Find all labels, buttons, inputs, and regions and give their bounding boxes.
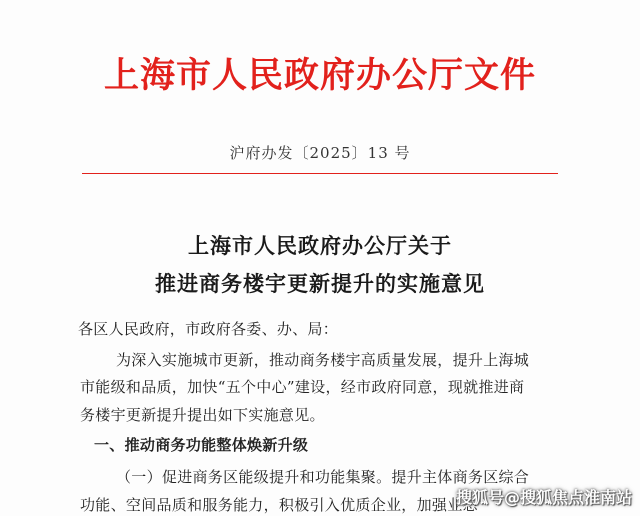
document-number: 沪府办发〔2025〕13 号	[229, 144, 411, 162]
red-separator-line	[82, 173, 558, 174]
source-watermark: 搜狐号@搜狐焦点淮南站	[455, 488, 632, 507]
document-title-line-2: 推进商务楼宇更新提升的实施意见	[155, 271, 485, 296]
salutation: 各区人民政府，市政府各委、办、局：	[78, 320, 339, 338]
masthead-title: 上海市人民政府办公厅文件	[103, 55, 536, 96]
subsection-1-line-1: （一）促进商务区能级提升和功能集聚。提升主体商务区综合	[116, 468, 530, 486]
paragraph-1-line-2: 市能级和品质，加快“五个中心”建设，经市政府同意，现就推进商	[80, 378, 525, 396]
paragraph-1-line-1: 为深入实施城市更新，推动商务楼宇高质量发展，提升上海城	[116, 351, 530, 369]
paragraph-1-line-3: 务楼宇更新提升提出如下实施意见。	[80, 406, 325, 424]
subsection-1-line-2: 功能、空间品质和服务能力，积极引入优质企业，加强业态	[80, 496, 478, 514]
section-heading-1: 一、推动商务功能整体焕新升级	[94, 436, 309, 454]
document-title-line-1: 上海市人民政府办公厅关于	[188, 233, 452, 258]
